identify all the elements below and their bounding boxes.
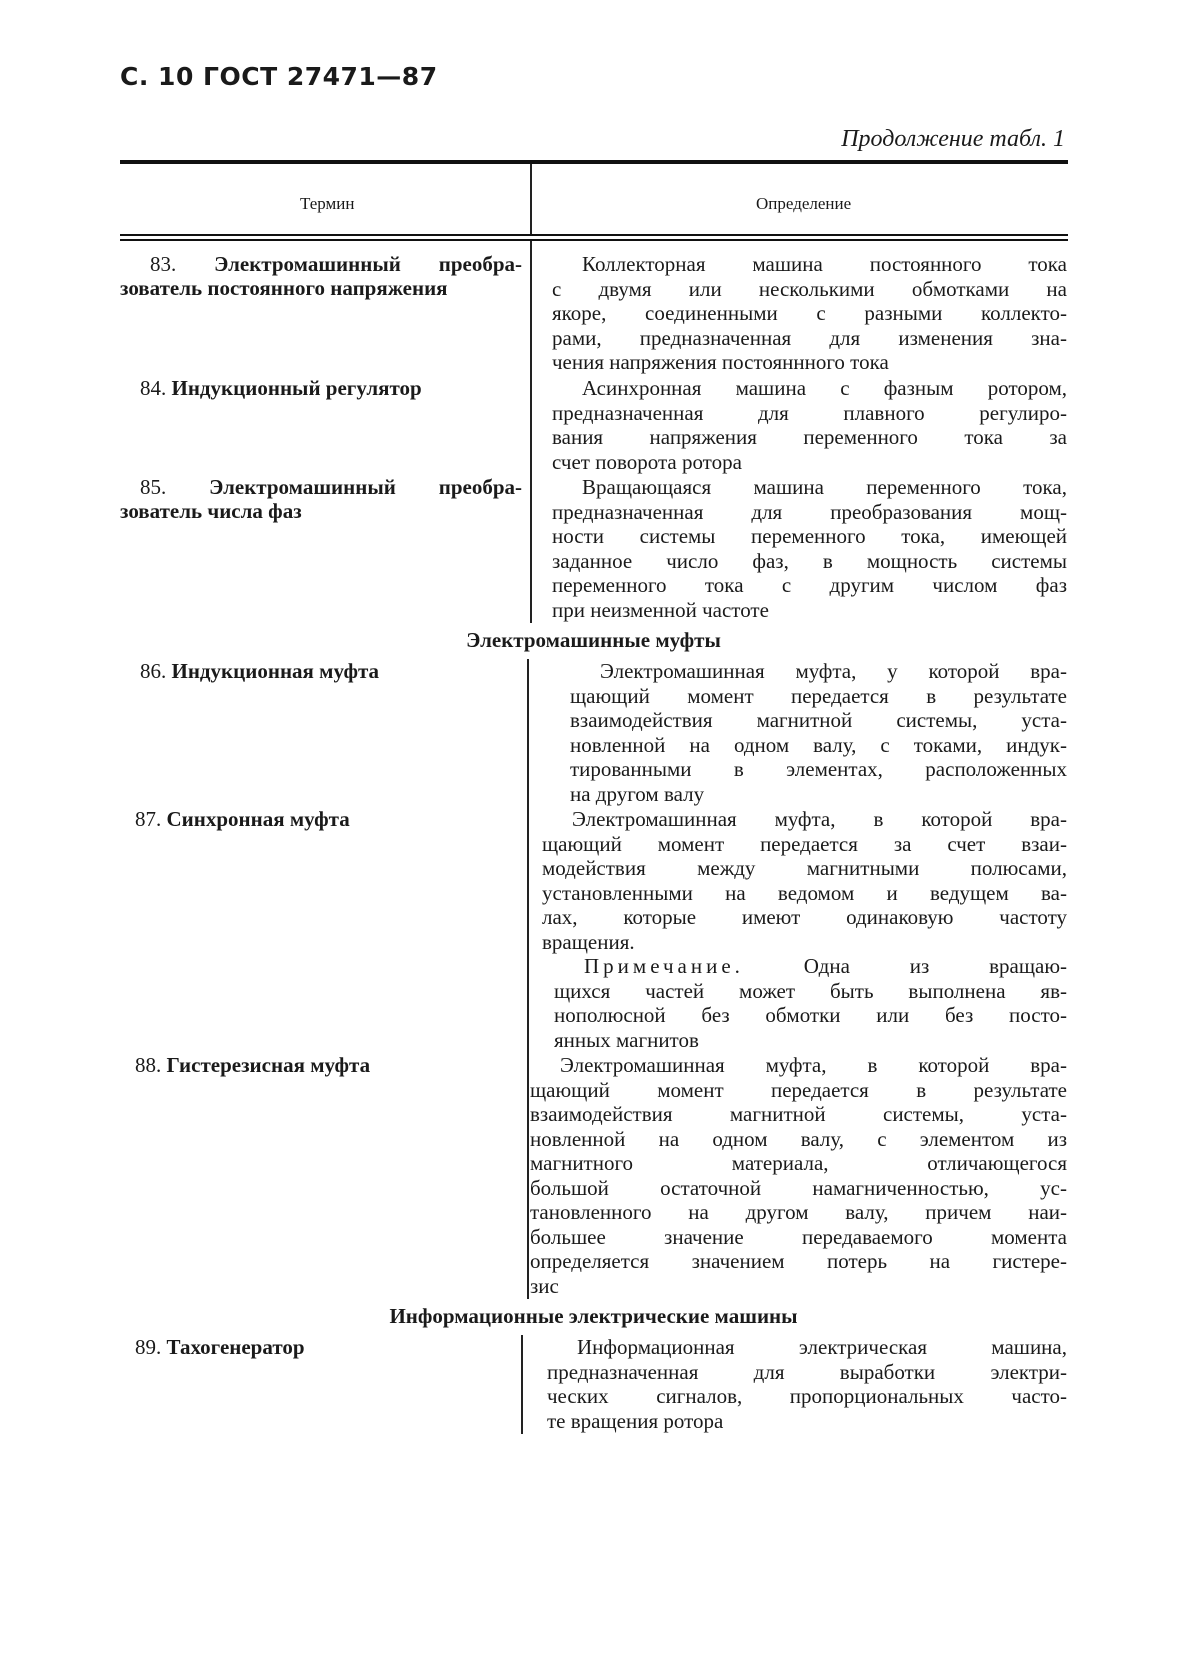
- definition-line: щающий момент передается в результате: [570, 683, 1067, 708]
- definition-line: большой остаточной намагниченностью, ус-: [530, 1175, 1067, 1200]
- term-text: Индукционная муфта: [171, 659, 380, 683]
- table-top-rule: [120, 160, 1068, 164]
- definition-line: чения напряжения постояннного тока: [552, 350, 889, 374]
- definition-line: при неизменной частоте: [552, 597, 769, 622]
- definition-cell: [542, 807, 1067, 1052]
- definition-line: счет поворота ротора: [552, 449, 742, 474]
- definition-line: взаимодействия магнитной системы, уста-: [530, 1102, 1067, 1126]
- definition-line: предназначенная для выработки электри-: [547, 1359, 1067, 1384]
- definition-line: установленными на ведомом и ведущем ва-: [542, 880, 1067, 905]
- definition-line: Электромашинная муфта, у которой вра-: [600, 659, 1067, 683]
- term-cell: [120, 659, 522, 683]
- definition-line: переменного тока с другим числом фаз: [552, 573, 1067, 597]
- definition-cell: [552, 252, 1067, 375]
- header-column-divider: [530, 164, 532, 236]
- definition-line: тированными в элементах, расположенных: [570, 757, 1067, 781]
- definition-line: якоре, соединенными с разными коллекто-: [552, 301, 1067, 325]
- term-line: [120, 475, 522, 499]
- definition-line: Коллекторная машина постоянного тока: [582, 252, 1067, 276]
- definition-line: Асинхронная машина с фазным ротором,: [582, 376, 1067, 400]
- term-cell: [120, 1053, 522, 1077]
- term-line: [120, 659, 522, 683]
- definition-line: большее значение передаваемого момента: [530, 1224, 1067, 1249]
- note-line: щихся частей может быть выполнена яв-: [554, 978, 1067, 1003]
- term-number: 83.: [150, 252, 177, 276]
- term-cell: [120, 807, 522, 831]
- note-line: янных магнитов: [554, 1027, 699, 1052]
- definition-line: новленной на одном валу, с элементом из: [530, 1126, 1067, 1151]
- header-bottom-rule-2: [120, 239, 1068, 241]
- definition-line: Вращающаяся машина переменного тока,: [582, 475, 1067, 499]
- definition-line: Электромашинная муфта, в которой вра-: [560, 1053, 1067, 1077]
- note-text: Одна из вращаю-: [803, 954, 1068, 978]
- term-number: 86.: [140, 659, 167, 683]
- definition-line: ности системы переменного тока, имеющей: [552, 524, 1067, 548]
- table-continuation-label: Продолжение табл. 1: [841, 126, 1065, 152]
- definition-line: модействия между магнитными полюсами,: [542, 856, 1067, 880]
- definition-line: лах, которые имеют одинаковую частоту: [542, 905, 1067, 929]
- definition-line: определяется значением потерь на гистере-: [530, 1249, 1067, 1273]
- term-text: Электромашинный преобра-: [214, 252, 522, 276]
- term-line: [120, 376, 522, 400]
- definition-line: магнитного материала, отличающегося: [530, 1151, 1067, 1175]
- definition-cell: [570, 659, 1067, 806]
- term-number: 84.: [140, 376, 167, 400]
- term-cell: [120, 475, 522, 523]
- term-cell: [120, 376, 522, 400]
- term-text: Индукционный регулятор: [171, 376, 422, 400]
- definition-cell: [552, 475, 1067, 622]
- term-line: [120, 807, 522, 831]
- definition-line: щающий момент передается за счет взаи-: [542, 831, 1067, 856]
- term-line: [120, 252, 522, 276]
- definition-line: зис: [530, 1273, 559, 1298]
- header-bottom-rule: [120, 234, 1068, 236]
- section-heading-information-machines: Информационные электрические машины: [389, 1304, 798, 1328]
- page-header: С. 10 ГОСТ 27471—87: [120, 62, 438, 91]
- definition-line: рами, предназначенная для изменения зна-: [552, 325, 1067, 350]
- term-line: [120, 1053, 522, 1077]
- definition-line: вращения.: [542, 929, 635, 954]
- definition-cell: [547, 1335, 1067, 1433]
- term-line: зователь числа фаз: [120, 499, 302, 523]
- term-text: Электромашинный преобра-: [209, 475, 522, 499]
- definition-cell: [552, 376, 1067, 474]
- note-line: нополюсной без обмотки или без посто-: [554, 1003, 1067, 1027]
- definition-line: взаимодействия магнитной системы, уста-: [570, 708, 1067, 732]
- definition-line: вания напряжения переменного тока за: [552, 425, 1067, 449]
- definition-line: с двумя или несколькими обмотками на: [552, 276, 1067, 301]
- column-header-term: Термин: [300, 194, 355, 213]
- definition-line: предназначенная для плавного регулиро-: [552, 400, 1067, 425]
- term-number: 88.: [135, 1053, 162, 1077]
- section-heading-couplings: Электромашинные муфты: [466, 628, 721, 652]
- term-text: Синхронная муфта: [166, 807, 350, 831]
- note-label: Примечание.: [584, 954, 744, 978]
- definition-line: новленной на одном валу, с токами, индук-: [570, 732, 1067, 757]
- term-number: 87.: [135, 807, 162, 831]
- definition-line: предназначенная для преобразования мощ-: [552, 499, 1067, 524]
- definition-line: те вращения ротора: [547, 1408, 724, 1433]
- term-line: зователь постоянного напряжения: [120, 276, 448, 300]
- definition-cell: [530, 1053, 1067, 1298]
- definition-line: Информационная электрическая машина,: [577, 1335, 1067, 1359]
- definition-line: заданное число фаз, в мощность системы: [552, 548, 1067, 573]
- definition-line: Электромашинная муфта, в которой вра-: [572, 807, 1067, 831]
- term-number: 89.: [135, 1335, 162, 1359]
- column-divider-2: [527, 659, 529, 1299]
- term-cell: [120, 252, 522, 300]
- term-text: Тахогенератор: [166, 1335, 305, 1359]
- term-line: [120, 1335, 522, 1359]
- column-header-definition: Определение: [756, 194, 852, 213]
- definition-line: ческих сигналов, пропорциональных часто-: [547, 1384, 1067, 1408]
- definition-line: тановленного на другом валу, причем наи-: [530, 1200, 1067, 1224]
- term-number: 85.: [140, 475, 167, 499]
- term-cell: [120, 1335, 522, 1359]
- term-text: Гистерезисная муфта: [166, 1053, 371, 1077]
- definition-line: на другом валу: [570, 781, 705, 806]
- column-divider-1: [530, 241, 532, 623]
- definition-line: щающий момент передается в результате: [530, 1077, 1067, 1102]
- note-line: [554, 954, 1067, 979]
